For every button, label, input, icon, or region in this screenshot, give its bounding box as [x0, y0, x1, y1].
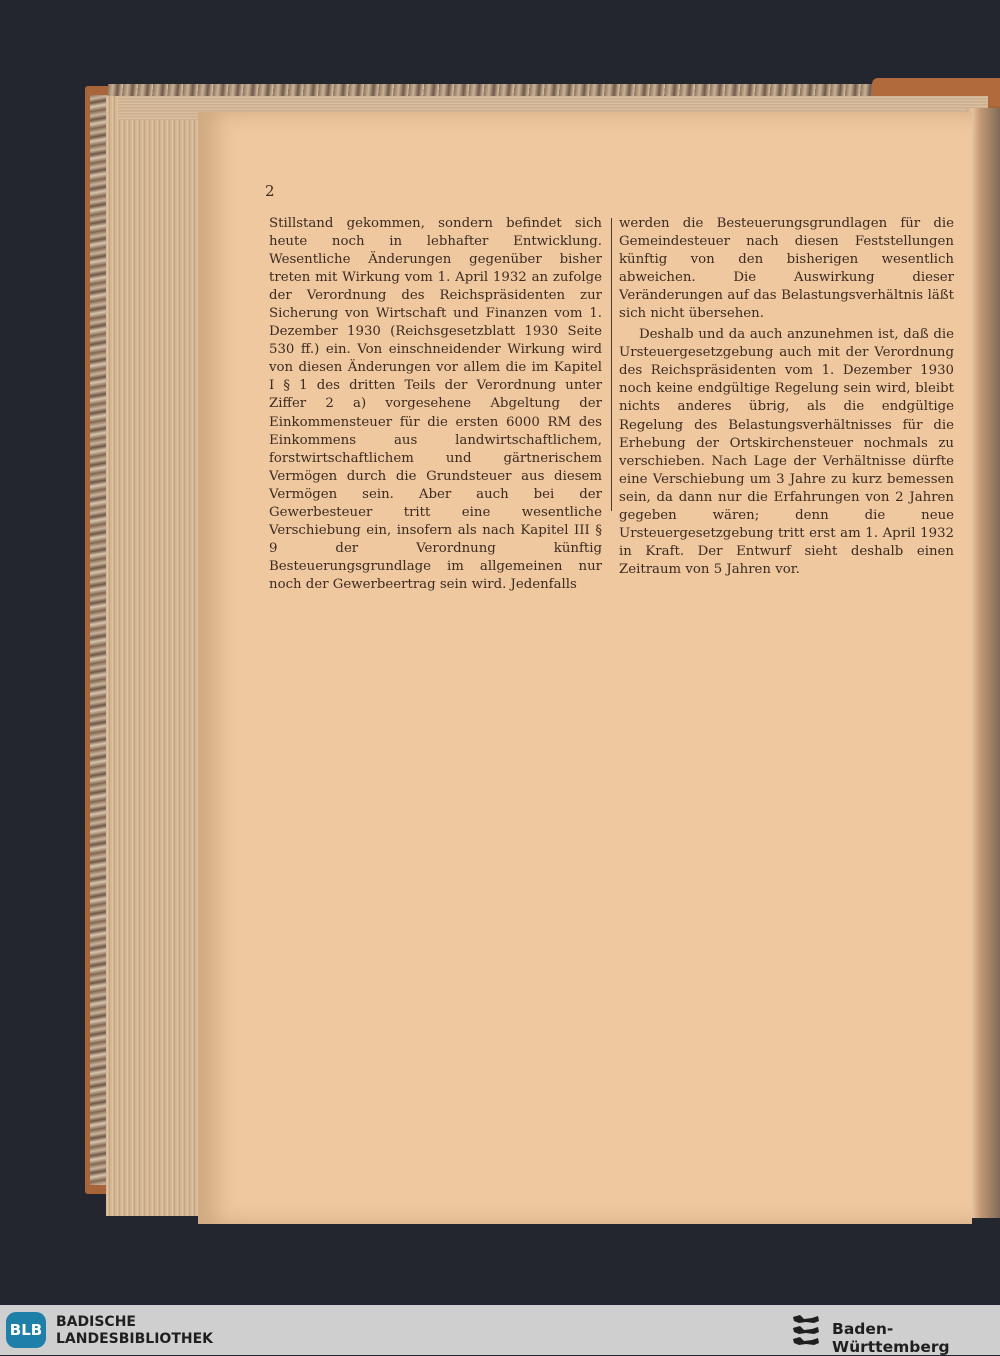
state-name[interactable]: Baden-Württemberg — [832, 1320, 950, 1356]
page-stack-left — [106, 96, 206, 1216]
library-name-line1: BADISCHE — [56, 1314, 136, 1330]
paragraph: werden die Besteuerungsgrundlagen für die Gemeindesteuer nach diesen Feststellungen künftig von den bisherigen wesentlich abweichen. Die Auswirkung dieser Veränderungen auf das Belastungsverhältnis läßt sich nicht übersehen. — [619, 216, 954, 322]
column-divider — [611, 218, 612, 511]
paragraph: Deshalb und da auch anzunehmen ist, daß die Ursteuergesetzgebung auch mit der Verordnung des Reichspräsidenten vom 1. Dezember 1930 noch keine endgültige Regelung sein wird, bleibt nichts anderes übrig, als die endgültige Regelung des Belastungsverhältnisses für die Erhebung der Ortskirchensteuer nochmals zu verschieben. Nach Lage der Verhältnisse dürfte eine Verschiebung um 3 Jahre zu kurz bemessen sein, da dann nur die Erfahrungen von 2 Jahren gegeben wären; denn die neue Ursteuergesetzgebung tritt erst am 1. April 1932 in Kraft. Der Entwurf sieht deshalb einen Zeitraum von 5 Jahren vor. — [619, 327, 954, 577]
text-column-right — [619, 215, 954, 579]
text-column-left — [269, 215, 602, 594]
library-name[interactable] — [56, 1314, 213, 1348]
document-page — [198, 112, 972, 1224]
footer-bar — [0, 1305, 1000, 1355]
page-number: 2 — [265, 182, 275, 200]
lion-icon — [790, 1313, 822, 1347]
paragraph: Stillstand gekommen, sondern befindet sich heute noch in lebhafter Entwicklung. Wesentliche Änderungen gegenüber bisher treten mit Wirkung vom 1. April 1932 an zufolge der Verordnung des Reichspräsidenten zur Sicherung von Wirtschaft und Finanzen vom 1. Dezember 1930 (Reichsgesetzblatt 1930 Seite 530 ff.) ein. Von einschneidender Wirkung wird von diesen Änderungen vor allem die im Kapitel I § 1 des dritten Teils der Verordnung unter Ziffer 2 a) vorgesehene Abgeltung der Einkommensteuer für die ersten 6000 RM des Einkommens aus landwirtschaftlichem, forstwirtschaftlichem und gärtnerischem Vermögen durch die Grundsteuer aus diesem Vermögen sein. Aber auch bei der Gewerbesteuer tritt eine wesentliche Verschiebung ein, insofern als nach Kapitel III § 9 der Verordnung künftig Besteuerungsgrundlage im allgemeinen nur noch der Gewerbeertrag sein wird. Jedenfalls — [269, 216, 602, 592]
library-name-line2: LANDESBIBLIOTHEK — [56, 1331, 214, 1347]
blb-logo[interactable]: BLB — [6, 1312, 46, 1348]
